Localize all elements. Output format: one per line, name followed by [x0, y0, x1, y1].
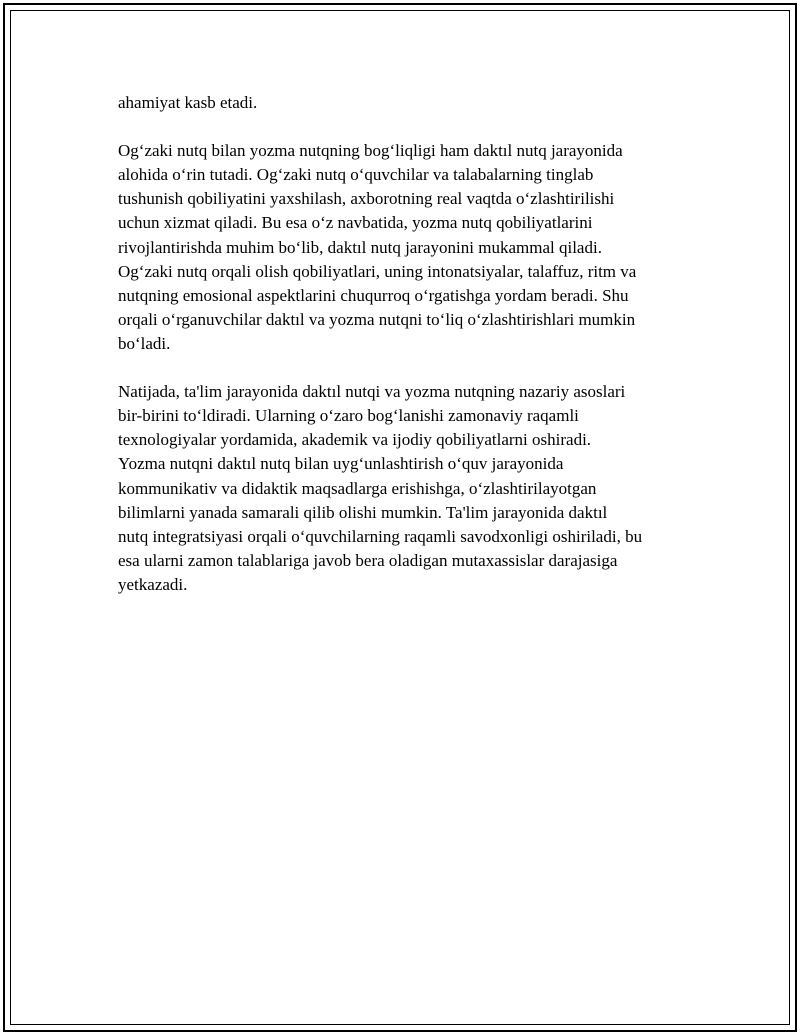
paragraph: [118, 139, 698, 356]
paragraph-line: tushunish qobiliyatini yaxshilash, axborotning real vaqtda o‘zlashtirilishi: [118, 189, 615, 209]
paragraph-line: rivojlantirishda muhim bo‘lib, daktıl nutq jarayonini mukammal qiladi.: [118, 237, 602, 257]
paragraph-line: texnologiyalar yordamida, akademik va ijodiy qobiliyatlarni oshiradi.: [118, 430, 592, 450]
paragraph: [118, 380, 698, 597]
paragraph-line: nutqning emosional aspektlarini chuqurroq o‘rgatishga yordam beradi. Shu: [118, 285, 629, 305]
paragraph-line: esa ularni zamon talablariga javob bera oladigan mutaxassislar darajasiga: [118, 550, 618, 570]
paragraph-line: Og‘zaki nutq orqali olish qobiliyatlari, uning intonatsiyalar, talaffuz, ritm va: [118, 261, 637, 281]
paragraph-line: kommunikativ va didaktik maqsadlarga erishishga, o‘zlashtirilayotgan: [118, 478, 597, 498]
paragraph-line: orqali o‘rganuvchilar daktıl va yozma nutqni to‘liq o‘zlashtirishlari mumkin: [118, 309, 636, 329]
paragraph-line: ahamiyat kasb etadi.: [118, 93, 258, 112]
paragraph-spacer: [118, 356, 698, 380]
paragraph-line: Yozma nutqni daktıl nutq bilan uyg‘unlashtirish o‘quv jarayonida: [118, 454, 564, 474]
paragraph-line: bo‘ladi.: [118, 333, 171, 353]
paragraph-spacer: [118, 115, 698, 139]
document-body: [118, 91, 698, 597]
paragraph-line: bilimlarni yanada samarali qilib olishi mumkin. Ta'lim jarayonida daktıl: [118, 502, 608, 522]
paragraph-line: Og‘zaki nutq bilan yozma nutqning bog‘liqligi ham daktıl nutq jarayonida: [118, 141, 623, 161]
paragraph-line: uchun xizmat qiladi. Bu esa o‘z navbatida, yozma nutq qobiliyatlarini: [118, 213, 593, 233]
paragraph-line: yetkazadi.: [118, 574, 188, 594]
paragraph-line: bir-birini to‘ldiradi. Ularning o‘zaro bog‘lanishi zamonaviy raqamli: [118, 406, 579, 426]
paragraph-line: Natijada, ta'lim jarayonida daktıl nutqi va yozma nutqning nazariy asoslari: [118, 382, 626, 402]
paragraph-line: alohida o‘rin tutadi. Og‘zaki nutq o‘quvchilar va talabalarning tinglab: [118, 165, 594, 185]
paragraph: [118, 91, 698, 115]
paragraph-line: nutq integratsiyasi orqali o‘quvchilarning raqamli savodxonligi oshiriladi, bu: [118, 526, 643, 546]
